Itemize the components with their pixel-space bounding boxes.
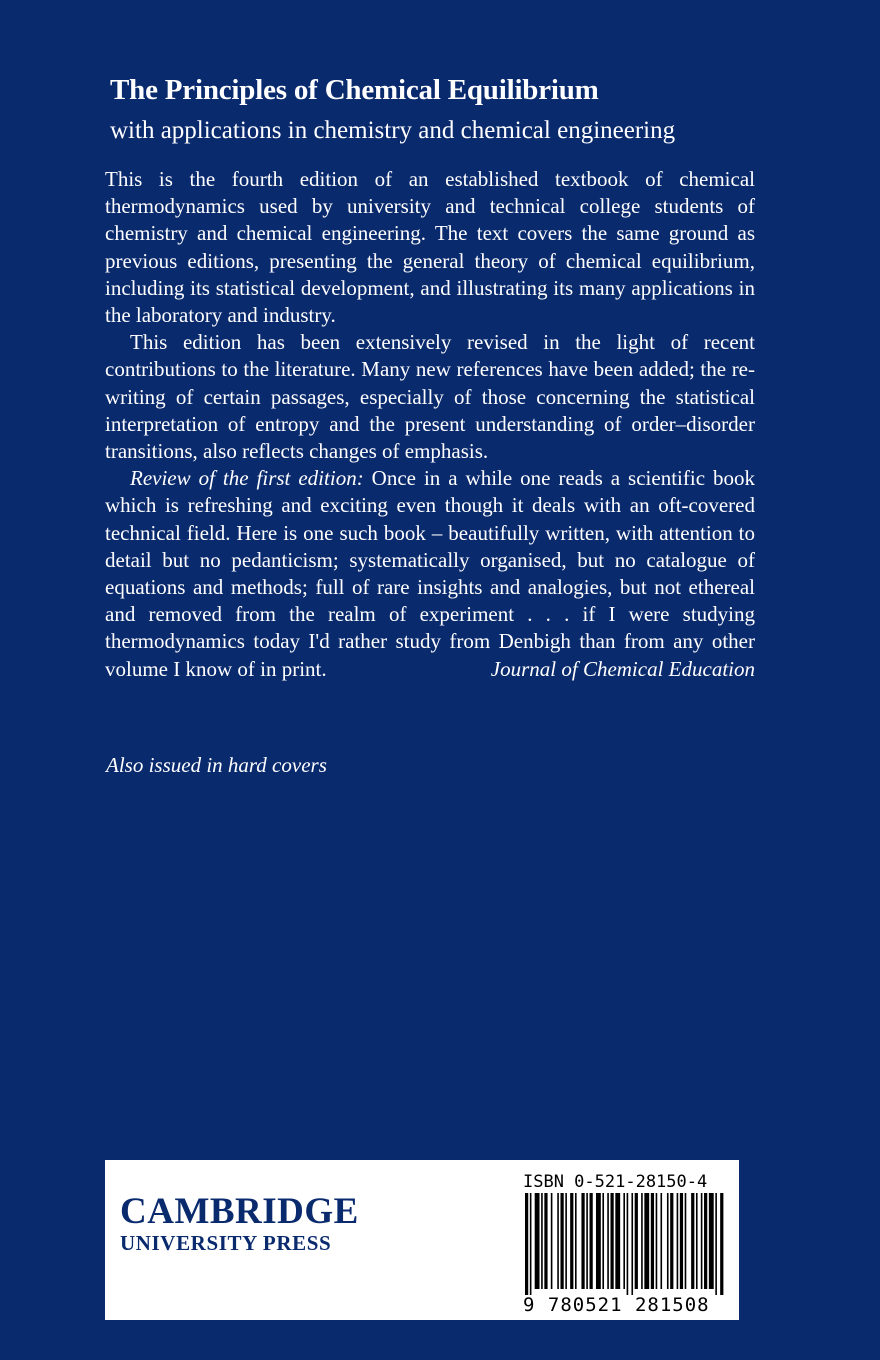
publisher-logo: CAMBRIDGE [120,1191,359,1232]
barcode-bar [590,1193,593,1289]
barcode-bar [607,1193,609,1289]
barcode-bar [651,1193,654,1289]
barcode-bar [715,1193,717,1295]
barcode-bar [581,1193,584,1289]
barcode-bar [691,1193,694,1289]
barcode-icon [525,1193,725,1295]
isbn-label: ISBN 0-521-28150-4 [523,1172,708,1192]
blurb-paragraph-2: This edition has been extensively revised in the light of recent contributions to the literature. Many new references have been added; the re-writing of certain passages, especially of those concerning the statistical interpretation of entropy and the present understanding of order–disorder transitions, also reflects changes of emphasis. [105,330,755,464]
also-issued-note: Also issued in hard covers [106,753,327,777]
barcode-bar [670,1193,673,1289]
publisher-panel [105,1160,739,1320]
review-label: Review of the first edition: [130,466,364,491]
barcode-bar [667,1193,669,1289]
barcode-bar [610,1193,613,1289]
barcode-bar [660,1193,662,1289]
book-title: The Principles of Chemical Equilibrium [110,74,599,106]
review-text: Once in a while one reads a scientific book which is refreshing and exciting even though it deals with an oft-covered technical field. Here is one such book – beautifully written, with attention to detail but no pedanticism; systematically organised, but no catalogue of equations and methods; full of rare insights and analogies, but not ethereal and removed from the realm of experiment . . . if I were studying thermodynamics today I'd rather study from Denbigh than from any other volume I know of in print. [105,466,755,681]
book-subtitle: with applications in chemistry and chemical engineering [110,117,676,144]
barcode-bar [525,1193,528,1295]
barcode-bar [615,1193,620,1289]
barcode-bar [602,1193,604,1289]
barcode-bar [530,1193,532,1295]
barcode-bar [627,1193,629,1295]
barcode-bar [631,1193,633,1295]
barcode-bar [677,1193,679,1289]
barcode-bar [680,1193,683,1289]
barcode-bar [656,1193,658,1289]
barcode-bar [544,1193,547,1289]
barcode-bar [696,1193,698,1289]
barcode-bar [641,1193,643,1289]
barcode-bar [570,1193,573,1289]
barcode-bar [586,1193,588,1289]
ean-number: 9 780521 281508 [523,1294,710,1316]
barcode-bar [644,1193,649,1289]
barcode-bar [535,1193,540,1289]
barcode-bar [685,1193,687,1289]
barcode-bar [623,1193,625,1289]
barcode-bar [701,1193,703,1289]
publisher-subtitle: UNIVERSITY PRESS [120,1231,332,1255]
barcode-bar [565,1193,567,1289]
barcode-bar [709,1193,714,1289]
barcode-bar [704,1193,707,1289]
review-paragraph [105,465,755,683]
barcode-bar [541,1193,543,1289]
blurb-paragraph-1: This is the fourth edition of an established textbook of chemical thermodynamics used by university and technical college students of chemistry and chemical engineering. The text covers the same ground as previous editions, presenting the general theory of chemical equilibrium, including its statistical development, and illustrating its many applications in the laboratory and industry. [105,167,755,328]
barcode-bar [720,1193,723,1295]
blurb [105,166,755,683]
barcode-bar [635,1193,638,1289]
barcode-bar [551,1193,553,1289]
barcode-bar [575,1193,577,1289]
barcode-bar [557,1193,559,1289]
barcode-bar [560,1193,563,1289]
review-source: Journal of Chemical Education [490,656,755,681]
barcode-bar [596,1193,601,1289]
